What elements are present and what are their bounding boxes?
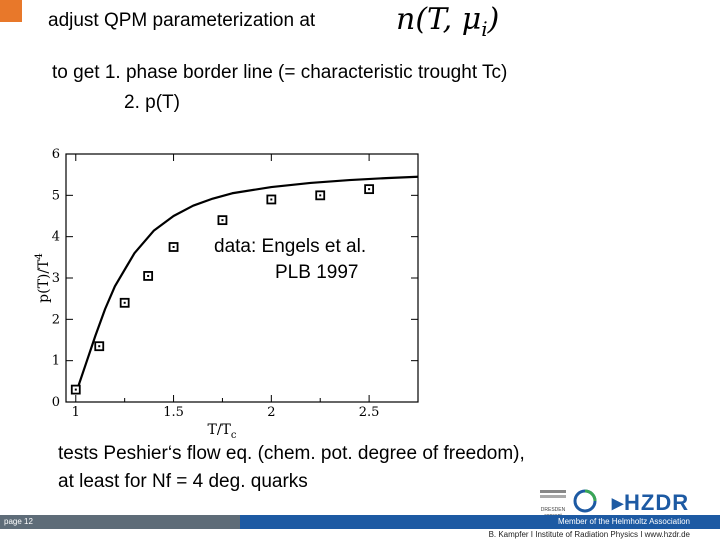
footer-page-bar (0, 515, 240, 529)
y-tick-label: 1 (51, 353, 60, 369)
slide-title: adjust QPM parameterization at (48, 10, 316, 31)
annotation-line-2: PLB 1997 (275, 262, 359, 283)
data-point-center (319, 194, 321, 196)
subtitle-line-1: to get 1. phase border line (= characteristic trought Tc) (52, 62, 508, 83)
member-text: Member of the Helmholtz Association (557, 517, 690, 526)
dresden-concept-logo (536, 488, 570, 512)
hzdr-logo (612, 490, 689, 516)
annotation-line-1: data: Engels et al. (214, 236, 367, 257)
y-axis-label: $p(T)/T^4$ (34, 253, 52, 303)
hzdr-ring-icon (572, 488, 598, 514)
x-tick-label: 2.5 (358, 405, 380, 420)
y-tick-label: 0 (51, 395, 60, 410)
note-line-2: at least for Nf = 4 deg. quarks (58, 471, 308, 492)
x-tick-label: 2 (267, 405, 276, 420)
x-tick-label: 1.5 (163, 405, 184, 420)
data-point-center (270, 198, 272, 200)
note-line-1: tests Peshier‘s flow eq. (chem. pot. degree of freedom), (58, 443, 525, 464)
data-point-center (147, 275, 149, 277)
title-formula-sub: i (481, 17, 488, 41)
x-axis-label: $T/T_c$ (207, 422, 237, 440)
hzdr-logo-text: HZDR (624, 490, 690, 515)
dresden-logo-mark (536, 488, 570, 502)
data-point-center (221, 219, 223, 221)
pressure-chart (20, 140, 440, 440)
data-point-center (173, 246, 175, 248)
accent-square (0, 0, 22, 22)
page-number: page 12 (4, 517, 33, 526)
y-tick-label: 2 (51, 312, 60, 328)
y-axis-label-sup: 4 (34, 253, 45, 260)
dresden-logo-text: DRESDEN (540, 507, 566, 513)
hzdr-arrow-icon: ▸ (612, 490, 625, 515)
data-point-center (368, 188, 370, 190)
title-formula-close: ) (487, 2, 500, 37)
data-point-center (124, 302, 126, 304)
title-formula (396, 2, 499, 41)
x-tick-label: 1 (71, 405, 80, 420)
data-annotation (214, 234, 366, 286)
footer-credit: B. Kampfer I Institute of Radiation Physics I www.hzdr.de (488, 530, 690, 539)
y-tick-label: 6 (51, 147, 60, 162)
data-point-center (75, 389, 77, 391)
data-point-center (98, 345, 100, 347)
y-tick-label: 3 (51, 271, 60, 286)
title-formula-main: n(T, μ (396, 2, 482, 37)
y-tick-label: 4 (51, 229, 60, 245)
footer-member-bar (240, 515, 720, 529)
subtitle-line-2: 2. p(T) (124, 92, 180, 113)
y-tick-label: 5 (51, 188, 60, 204)
note-text (58, 440, 525, 496)
x-axis-label-sub: c (230, 430, 237, 440)
